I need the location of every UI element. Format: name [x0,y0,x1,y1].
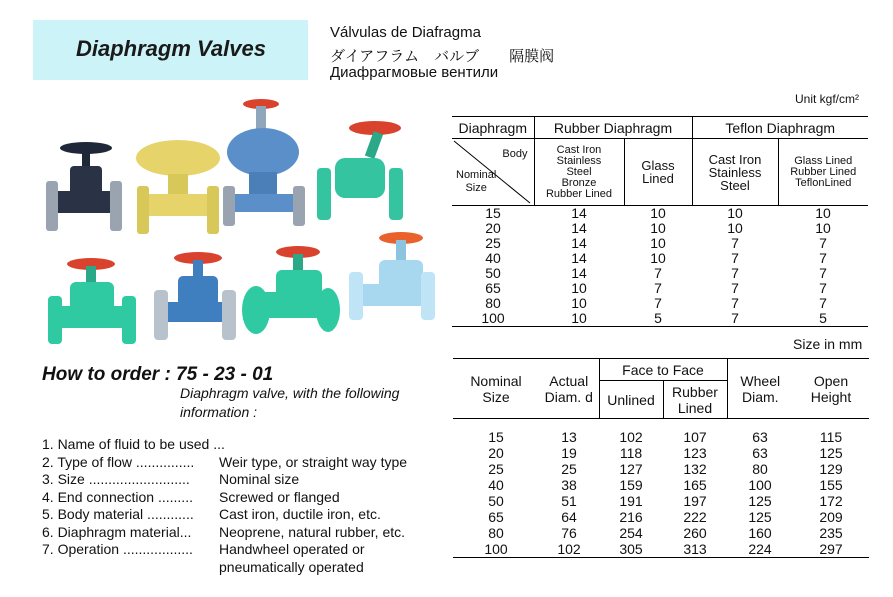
cell: 10 [650,235,666,251]
order-item-value: Nominal size [219,471,300,487]
cell: 7 [654,280,662,296]
header-line: Nominal [470,372,522,389]
cell: 63 [752,444,768,461]
cell: 160 [748,524,772,541]
cell: 20 [485,220,501,236]
col-line: Stainless [708,164,762,180]
table-header-row [452,117,868,139]
table-row [452,251,868,266]
table-row [453,429,869,445]
table-subheader-row [452,139,868,206]
order-item-value: Cast iron, ductile iron, etc. [219,506,381,522]
cell: 25 [485,235,501,251]
cell: 5 [624,311,692,327]
dimension-table [453,358,869,558]
cell: 40 [485,250,501,266]
cell: 7 [819,235,827,251]
col-lined-teflon [778,139,868,206]
col-line: Rubber Lined [790,165,857,178]
table-row [452,311,868,327]
header-line: Actual [549,372,589,389]
green-y-valve-image [313,118,408,228]
cell: 125 [748,508,772,525]
table-row [453,477,869,493]
title-banner [33,20,308,80]
cell: 7 [819,280,827,296]
cell: 25 [488,460,504,477]
cell: 260 [683,524,707,541]
cell: 10 [571,295,587,311]
cell: 254 [619,524,643,541]
cell: 50 [488,492,504,509]
cell: 7 [819,295,827,311]
body-label: Body [502,148,528,160]
size-unit-label: Size in mm [793,336,863,352]
cell: 165 [683,476,707,493]
order-item-key: 3. Size .......................... [42,471,190,487]
header-line: Diam. d [544,388,593,405]
cell: 10 [727,205,743,221]
cell: 313 [663,541,727,558]
face-to-face-header: Face to Face [599,359,727,381]
cell: 10 [571,280,587,296]
table-row [453,541,869,558]
cell: 102 [539,541,599,558]
cell: 20 [488,444,504,461]
header-line: Open [813,372,849,389]
cell: 10 [815,205,831,221]
cell: 7 [731,235,739,251]
cell: 125 [819,444,843,461]
cell: 123 [683,444,707,461]
cell: 80 [752,460,768,477]
nominal-size-label [456,169,496,195]
cell: 80 [488,524,504,541]
teflon-diaphragm-header: Teflon Diaphragm [692,117,868,139]
cell: 235 [819,524,843,541]
cell: 7 [819,265,827,281]
col-line: Glass Lined [794,154,853,167]
table-row [453,509,869,525]
how-to-order-description: Diaphragm valve, with the following information : [180,385,400,420]
title-russian: Диафрагмовые вентили [330,64,499,81]
col-line: Stainless [556,154,602,167]
cell: 10 [650,220,666,236]
light-blue-valve-image [343,228,438,328]
table-row [453,445,869,461]
product-photos [38,96,438,346]
col-line: Glass [641,158,675,173]
col-line: Rubber Lined [545,187,613,200]
cell: 125 [748,492,772,509]
cell: 10 [815,220,831,236]
cell: 7 [731,280,739,296]
title-japanese: ダイアフラム バルブ 隔膜阀 [330,48,555,65]
cell: 159 [619,476,643,493]
open-height-header [793,359,869,419]
cell: 129 [819,460,843,477]
blue-pneumatic-valve-image [223,96,313,236]
cell: 25 [561,460,577,477]
cell: 155 [819,476,843,493]
order-item-value: Weir type, or straight way type [219,453,408,470]
cell: 14 [571,220,587,236]
green-valve-1-image [46,256,141,346]
diaphragm-header: Diaphragm [452,117,534,139]
cell: 197 [683,492,707,509]
table-header-row [453,359,869,381]
col-line: Steel [566,165,592,178]
order-item-value: pneumatically operated [219,558,364,575]
nominal-label: Nominal [456,169,497,181]
cell: 40 [488,476,504,493]
table-row [452,236,868,251]
title-spanish: Válvulas de Diafragma [330,24,481,41]
green-valve-2-image [240,244,340,344]
size-label: Size [465,182,487,194]
table-row [452,266,868,281]
cell: 10 [727,220,743,236]
cell: 65 [485,280,501,296]
table-row [453,525,869,541]
cell: 10 [650,205,666,221]
header-line: Diam. [741,388,779,405]
cell: 10 [534,311,624,327]
order-item-key: 6. Diaphragm material... [42,523,192,540]
cell: 14 [571,265,587,281]
cell: 7 [654,295,662,311]
col-line: Bronze [561,176,597,189]
actual-diam-header [539,359,599,419]
order-item-key: 2. Type of flow ............... [42,453,195,470]
cell: 38 [561,476,577,493]
cell: 19 [561,444,577,461]
order-item-key: 7. Operation .................. [42,541,193,557]
cell: 7 [819,250,827,266]
cell: 102 [619,428,643,445]
cell: 216 [619,508,643,525]
header-line: Height [810,388,852,405]
wheel-diam-header [727,359,793,419]
cell: 191 [619,492,643,509]
cell: 132 [683,460,707,477]
cell: 305 [599,541,663,558]
cell: 5 [778,311,868,327]
blue-flanged-valve-image [150,246,240,346]
table-row [452,221,868,236]
rubber-diaphragm-header: Rubber Diaphragm [534,117,692,139]
table-row [452,296,868,311]
order-item-value: Screwed or flanged [219,488,340,505]
order-item-value: Handwheel operated or [219,541,365,557]
col-glass-lined-rubber [624,139,692,206]
cell: 100 [453,541,539,558]
cell: 222 [683,508,707,525]
col-line: Cast Iron [556,143,602,156]
col-line: TeflonLined [795,176,852,189]
cell: 15 [488,428,504,445]
yellow-pneumatic-valve-image [133,136,223,246]
cell: 127 [619,460,643,477]
cell: 7 [731,265,739,281]
header-line: Rubber [672,383,718,400]
table-row [452,281,868,296]
cell: 7 [731,295,739,311]
cell: 100 [748,476,772,493]
cell: 10 [650,250,666,266]
col-line: Steel [720,177,750,193]
header-line: Size [482,388,510,405]
col-line: Lined [642,171,674,186]
col-cast-iron-rubber [534,139,624,206]
unlined-header: Unlined [599,381,663,419]
table-row [453,493,869,509]
col-cast-iron-teflon [692,139,778,206]
table-row [452,206,868,222]
cell: 100 [452,311,534,327]
cell: 7 [731,250,739,266]
black-valve-image [44,136,124,246]
cell: 107 [683,428,707,445]
cell: 14 [571,205,587,221]
corner-cell [452,139,534,206]
cell: 172 [819,492,843,509]
cell: 224 [727,541,793,558]
cell: 115 [819,428,843,445]
cell: 63 [752,428,768,445]
cell: 13 [561,428,577,445]
cell: 65 [488,508,504,525]
nominal-size-header [453,359,539,419]
rubber-lined-header [663,381,727,419]
pressure-rating-table [452,116,868,327]
cell: 64 [561,508,577,525]
col-line: Cast Iron [708,151,762,167]
table-row [453,461,869,477]
order-item-key: 4. End connection ......... [42,488,193,505]
cell: 80 [485,295,501,311]
cell: 7 [692,311,778,327]
cell: 209 [819,508,843,525]
how-to-order-heading: How to order : 75 - 23 - 01 [42,364,274,385]
page-title: Diaphragm Valves [76,36,266,61]
cell: 297 [793,541,869,558]
order-item-key: 1. Name of fluid to be used ... [42,436,225,452]
pressure-unit-label: Unit kgf/cm² [795,92,860,106]
cell: 14 [571,250,587,266]
cell: 118 [619,444,643,461]
cell: 76 [561,524,577,541]
order-item-value: Neoprene, natural rubber, etc. [219,523,406,540]
cell: 50 [485,265,501,281]
cell: 7 [654,265,662,281]
header-line: Lined [677,399,713,416]
header-line: Wheel [740,372,781,389]
cell: 15 [485,205,501,221]
cell: 14 [571,235,587,251]
spacer-row [453,419,869,429]
order-item-key: 5. Body material ............ [42,506,194,522]
cell: 51 [561,492,577,509]
